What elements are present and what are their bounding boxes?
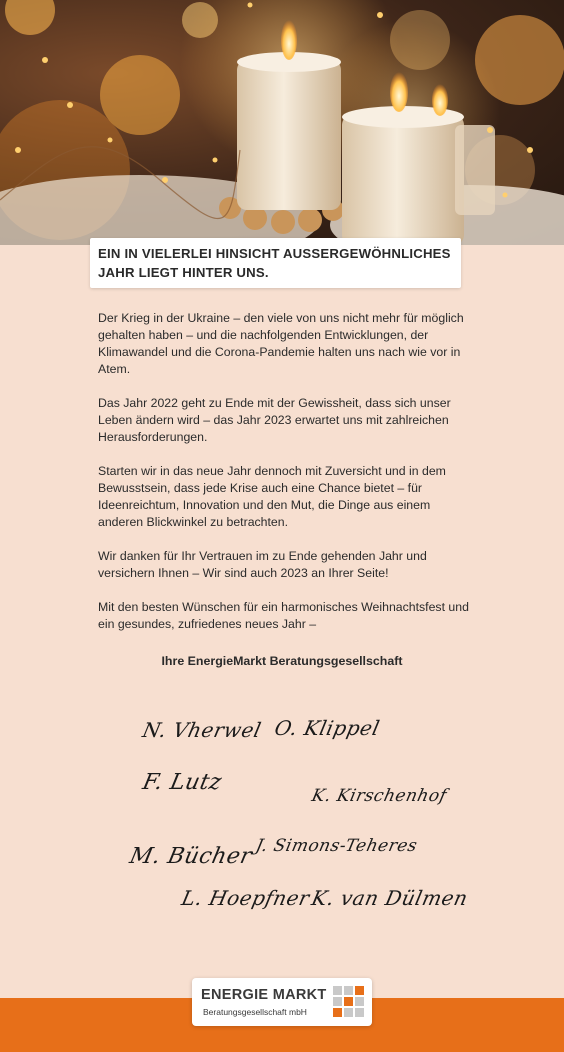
paragraph: Das Jahr 2022 geht zu Ende mit der Gewissheit, dass sich unser Leben ändern wird – das Jahr 2023 erwartet uns mit zahlreichen Herausforderungen.: [98, 396, 451, 444]
paragraph: Der Krieg in der Ukraine – den viele von uns nicht mehr für möglich gehalten haben – und die nachfolgenden Entwicklungen, der Klimawandel und die Corona-Pandemie halten uns nach wie vor in Atem.: [98, 311, 464, 376]
headline-line-1: EIN IN VIELERLEI HINSICHT AUSSERGEWÖHNLICHES: [98, 246, 451, 261]
logo-subtitle: Beratungsgesellschaft mbH: [203, 1007, 307, 1017]
signature: L. Hoepfner: [179, 886, 312, 910]
letter-body: [98, 310, 478, 650]
signature: F. Lutz: [140, 770, 225, 795]
headline-line-2: JAHR LIEGT HINTER UNS.: [98, 265, 269, 280]
headline-label: [90, 238, 461, 288]
paragraph: Starten wir in das neue Jahr dennoch mit Zuversicht und in dem Bewusstsein, dass jede Krise auch eine Chance bietet – für Ideenreichtum, Innovation und den Mut, die Dinge aus einem anderen Blickwinkel zu betrachten.: [98, 464, 446, 529]
candles-illustration: [0, 0, 564, 245]
hero-candles-image: [0, 0, 564, 245]
paragraph: Wir danken für Ihr Vertrauen im zu Ende gehenden Jahr und versichern Ihnen – Wir sind auch 2023 an Ihrer Seite!: [98, 549, 427, 580]
logo-title: ENERGIE MARKT: [201, 987, 327, 1003]
company-logo: [192, 978, 372, 1026]
signature: O. Klippel: [272, 716, 383, 740]
paragraph: Mit den besten Wünschen für ein harmonisches Weihnachtsfest und ein gesundes, zufriedenes neues Jahr –: [98, 600, 469, 631]
signature: M. Bücher: [127, 844, 255, 869]
signatures: [0, 700, 564, 930]
signature: N. Vherwel: [140, 718, 264, 742]
signature: K. Kirschenhof: [309, 786, 449, 806]
signature: J. Simons-Teheres: [253, 836, 420, 856]
signoff: Ihre EnergieMarkt Beratungsgesellschaft: [161, 654, 403, 668]
logo-grid-icon: [333, 986, 365, 1018]
signature: K. van Dülmen: [309, 886, 471, 910]
